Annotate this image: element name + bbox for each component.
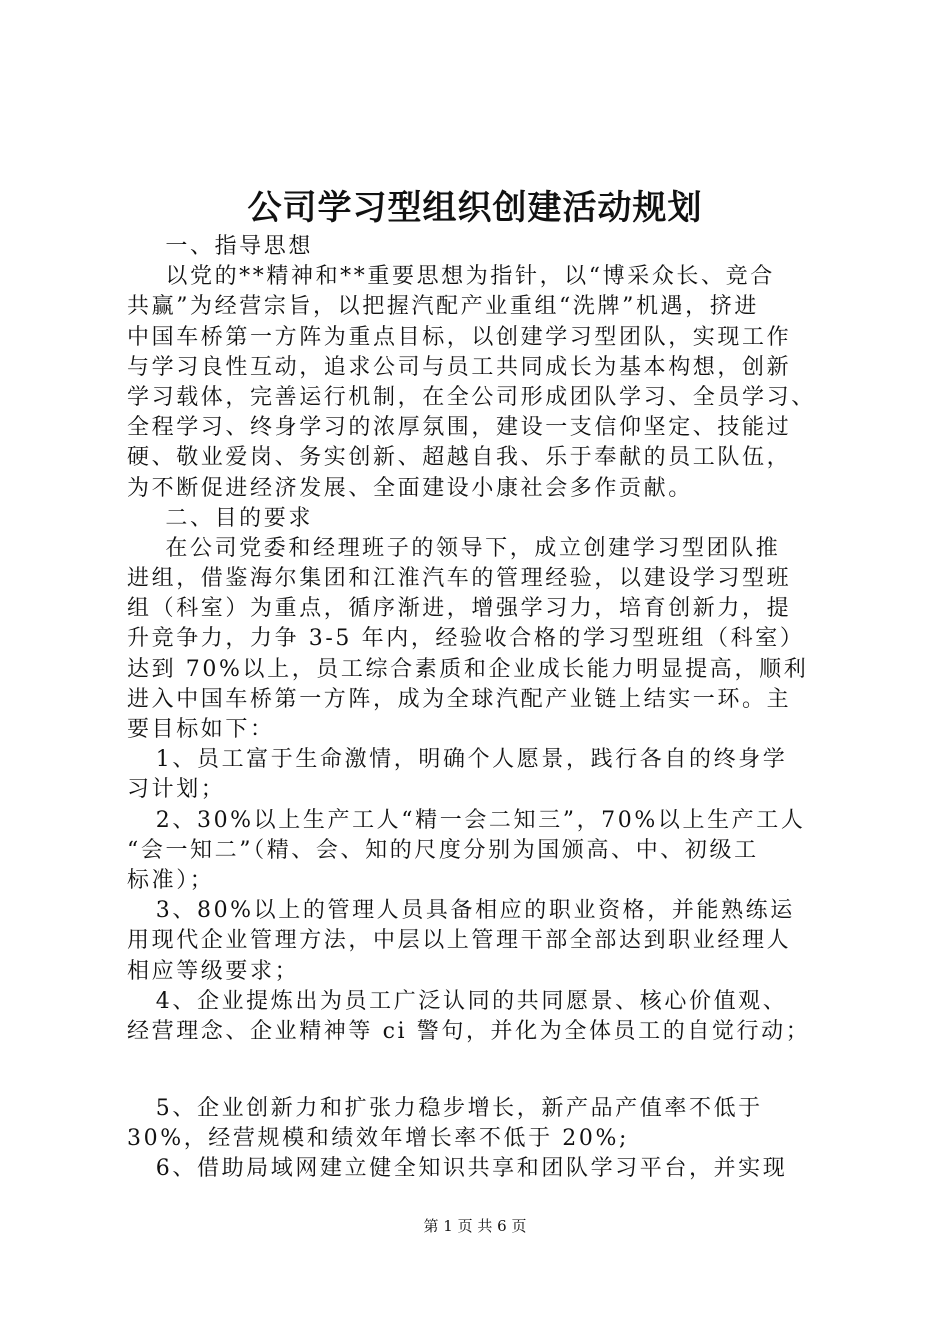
text-line: 全程学习、终身学习的浓厚氛围，建设一支信仰坚定、技能过 — [127, 415, 792, 441]
text-line: 习计划； — [127, 777, 226, 803]
text-line: 组（科室）为重点，循序渐进，增强学习力，培育创新力，提 — [127, 596, 792, 622]
text-line: 标准）； — [127, 867, 215, 893]
blank-line — [127, 1047, 827, 1094]
text-line: 中国车桥第一方阵为重点目标，以创建学习型团队，实现工作 — [127, 324, 792, 350]
text-line: 要目标如下： — [127, 717, 275, 742]
text-line: 进入中国车桥第一方阵，成为全球汽配产业链上结实一环。主 — [127, 686, 792, 712]
text-line: 为不断促进经济发展、全面建设小康社会多作贡献。 — [127, 475, 693, 501]
text-line: 学习载体，完善运行机制，在全公司形成团队学习、全员学习、 — [127, 384, 816, 410]
text-line: 与学习良性互动，追求公司与员工共同成长为基本构想，创新 — [127, 354, 792, 380]
text-line: 在公司党委和经理班子的领导下，成立创建学习型团队推 — [127, 535, 781, 561]
text-line: 共赢”为经营宗旨，以把握汽配产业重组“洗牌”机遇，挤进 — [127, 294, 759, 320]
text-line: 5、企业创新力和扩张力稳步增长，新产品产值率不低于 — [127, 1096, 763, 1122]
text-line: 相应等级要求； — [127, 958, 300, 984]
text-line: 4、企业提炼出为员工广泛认同的共同愿景、核心价值观、 — [127, 988, 788, 1014]
text-line: 2、30%以上生产工人“精一会二知三”，70%以上生产工人 — [127, 807, 806, 833]
document-title: 公司学习型组织创建活动规划 — [247, 188, 703, 228]
page-footer: 第 1 页 共 6 页 — [423, 1217, 527, 1235]
text-line: 达到 70%以上，员工综合素质和企业成长能力明显提高，顺利 — [127, 656, 809, 682]
text-line: 二、目的要求 — [127, 505, 313, 531]
document-body — [127, 232, 827, 1185]
text-line: 用现代企业管理方法，中层以上管理干部全部达到职业经理人 — [127, 928, 792, 954]
text-line: 一、指导思想 — [127, 234, 313, 259]
text-line: 30%，经营规模和绩效年增长率不低于 20%; — [127, 1126, 630, 1152]
text-line: 硬、敬业爱岗、务实创新、超越自我、乐于奉献的员工队伍， — [127, 445, 792, 471]
text-line: 6、借助局域网建立健全知识共享和团队学习平台，并实现 — [127, 1156, 788, 1182]
text-line: 以党的**精神和**重要思想为指针，以“博采众长、竞合 — [127, 264, 775, 290]
text-line: 1、员工富于生命激情，明确个人愿景，践行各自的终身学 — [127, 747, 788, 773]
text-line: 3、80%以上的管理人员具备相应的职业资格，并能熟练运 — [127, 898, 795, 924]
text-line: 经营理念、企业精神等 ci 警句，并化为全体员工的自觉行动； — [127, 1018, 811, 1044]
text-line: 进组，借鉴海尔集团和江淮汽车的管理经验，以建设学习型班 — [127, 566, 792, 592]
text-line: 升竞争力，力争 3-5 年内，经验收合格的学习型班组（科室） — [127, 626, 805, 652]
text-line: “会一知二”（精、会、知的尺度分别为国颁高、中、初级工 — [127, 837, 759, 863]
